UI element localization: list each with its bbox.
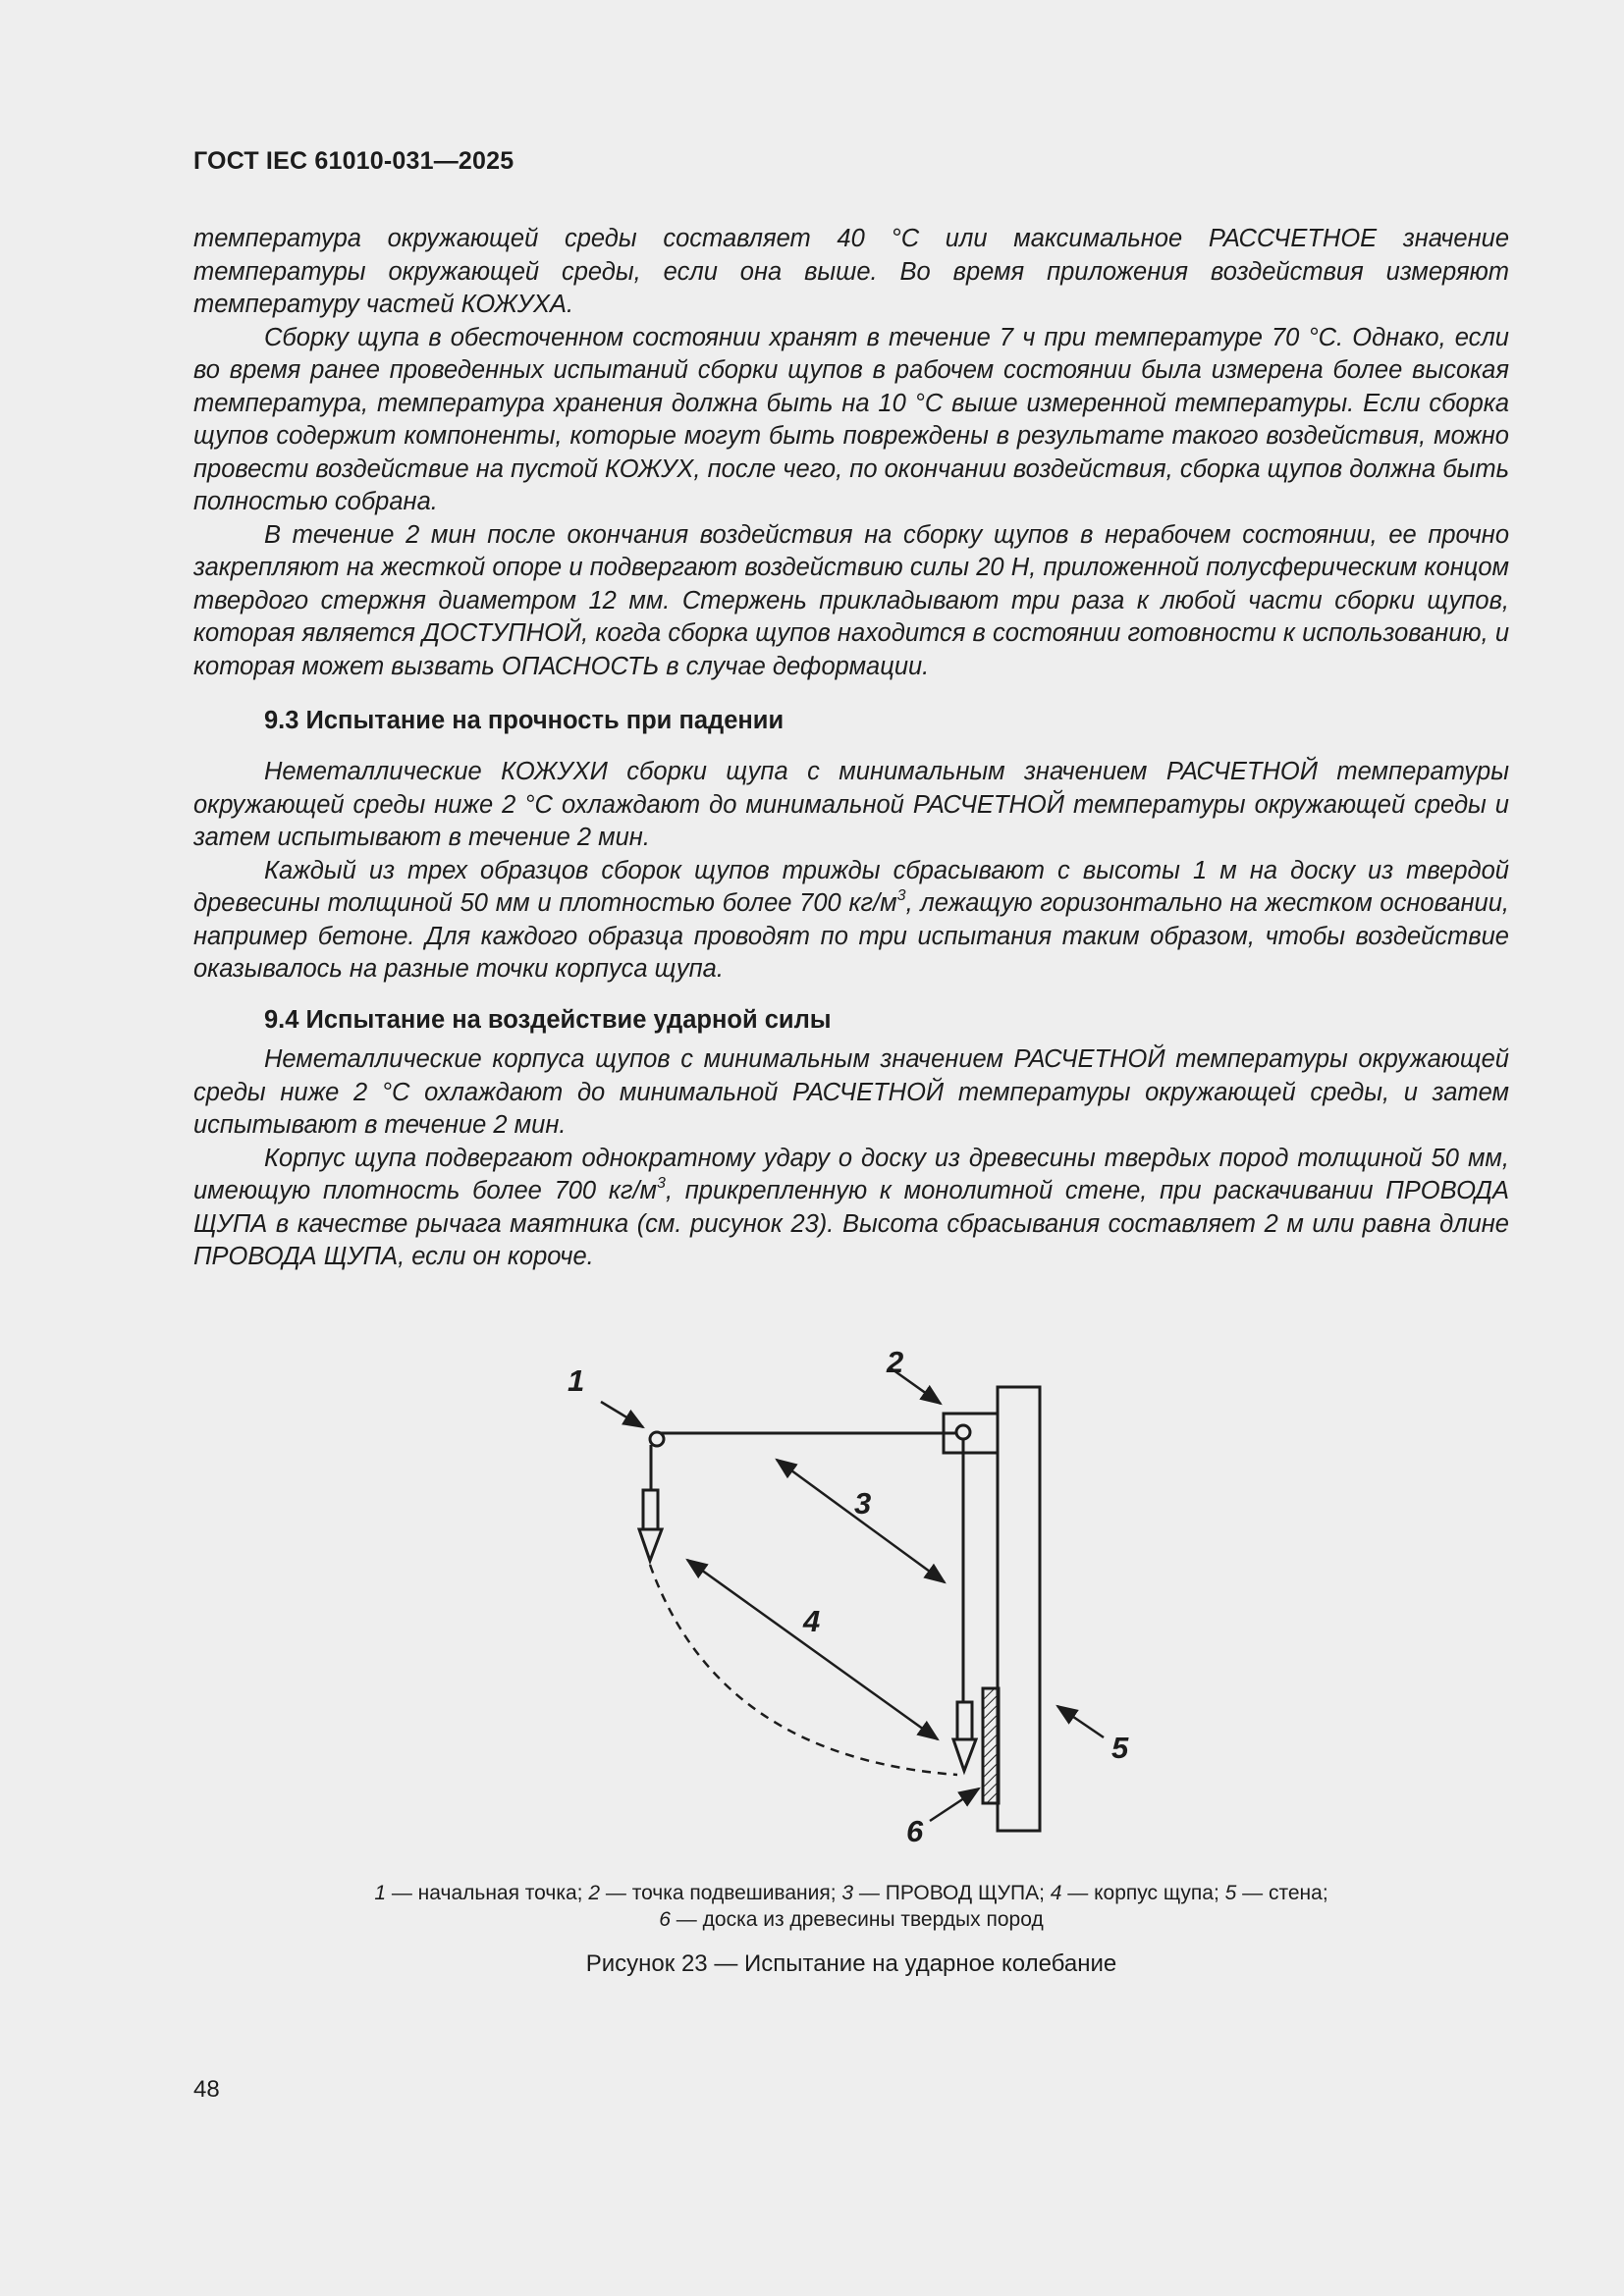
swing-path [650,1565,957,1775]
section-heading-9-3: 9.3 Испытание на прочность при падении [264,707,785,734]
probe-body-start [643,1490,658,1529]
page-number: 48 [193,2076,220,2103]
section-9-3-body [193,756,1509,987]
legend-num: 5 [1224,1882,1237,1904]
text-run: , прикрепленную к монолитной стене, при раскачивании ПРОВОДА ЩУПА в качестве рычага маятника (см. рисунок 23). Высота сбрасывания составляет 2 м или равна длине ПРОВОДА ЩУПА, если он короче. [193,1177,1509,1270]
leader-1 [601,1402,643,1427]
figure-23 [550,1340,1129,1850]
superscript: 3 [657,1175,666,1192]
legend-text: — стена; [1236,1882,1328,1904]
legend-line-2 [193,1906,1509,1933]
section-9-4-body [193,1043,1509,1274]
legend-num: 4 [1050,1882,1062,1904]
dimension-4 [687,1560,938,1739]
section-heading-9-4: 9.4 Испытание на воздействие ударной силы [264,1006,832,1034]
leader-5 [1057,1706,1104,1737]
probe-body-impact [957,1702,972,1739]
label-6: 6 [906,1814,924,1848]
label-3: 3 [854,1486,872,1521]
paragraph: Неметаллические КОЖУХИ сборки щупа с минимальным значением РАСЧЕТНОЙ температуры окружающей среды ниже 2 °C охлаждают до минимальной РАСЧЕТНОЙ температуры окружающей среды и затем испытывают в течение 2 мин. [193,758,1509,851]
figure-caption: Рисунок 23 — Испытание на ударное колебание [585,1950,1117,1977]
section-9-2-continuation [193,223,1509,683]
hardwood-board [983,1688,999,1803]
paragraph [193,855,1509,987]
label-1: 1 [568,1363,585,1398]
probe-tip-start [639,1529,662,1561]
legend-num: 6 [659,1908,671,1931]
legend-line-1 [193,1880,1509,1906]
legend-text: — ПРОВОД ЩУПА; [853,1882,1051,1904]
wall [998,1387,1040,1831]
legend-num: 1 [374,1882,387,1904]
figure-legend [193,1880,1509,1933]
paragraph: Сборку щупа в обесточенном состоянии хранят в течение 7 ч при температуре 70 °C. Однако, если во время ранее проведенных испытаний сборки щупов в рабочем состоянии была измерена более высокая температура, температура хранения должна быть на 10 °C выше измеренной температуры. Если сборка щупов содержит компоненты, которые могут быть повреждены в результате такого воздействия, можно провести воздействие на пустой КОЖУХ, после чего, по окончании воздействия, сборка щупов должна быть полностью собрана. [193,323,1509,515]
label-2: 2 [887,1345,904,1379]
suspension-point [956,1425,970,1439]
legend-text: — доска из древесины твердых пород [670,1908,1044,1931]
text-run: Корпус щупа подвергают однократному удару о доску из древесины твердых пород толщиной 50 мм, имеющую плотность более 700 кг/м [193,1144,1509,1204]
paragraph: В течение 2 мин после окончания воздействия на сборку щупов в нерабочем состоянии, ее прочно закрепляют на жесткой опоре и подвергают воздействию силы 20 Н, приложенной полусферическим концом твердого стержня диаметром 12 мм. Стержень прикладывают три раза к любой части сборки щупов, которая является ДОСТУПНОЙ, когда сборка щупов находится в состоянии готовности к использованию, и которая может вызвать ОПАСНОСТЬ в случае деформации. [193,520,1509,680]
label-5: 5 [1111,1731,1129,1765]
dimension-3 [777,1460,945,1582]
legend-text: — корпус щупа; [1061,1882,1225,1904]
legend-num: 2 [588,1882,601,1904]
paragraph: температура окружающей среды составляет 40 °C или максимальное РАССЧЕТНОЕ значение температуры окружающей среды, если она выше. Во время приложения воздействия измеряют температуру частей КОЖУХА. [193,225,1509,318]
document-header: ГОСТ IEC 61010-031—2025 [193,147,514,175]
label-4: 4 [803,1604,821,1638]
paragraph [193,1143,1509,1274]
superscript: 3 [896,887,906,904]
text-run: , лежащую горизонтально на жестком основании, например бетоне. Для каждого образца проводят по три испытания таким образом, чтобы воздействие оказывалось на разные точки корпуса щупа. [193,889,1509,983]
start-point [650,1432,664,1446]
legend-text: — точка подвешивания; [600,1882,842,1904]
leader-6 [930,1789,979,1821]
probe-tip-impact [953,1739,976,1771]
paragraph: Неметаллические корпуса щупов с минимальным значением РАСЧЕТНОЙ температуры окружающей среды ниже 2 °C охлаждают до минимальной РАСЧЕТНОЙ температуры окружающей среды, и затем испытывают в течение 2 мин. [193,1045,1509,1139]
pendulum-diagram [550,1340,1129,1850]
legend-text: — начальная точка; [386,1882,589,1904]
text-run: Каждый из трех образцов сборок щупов трижды сбрасывают с высоты 1 м на доску из твердой древесины толщиной 50 мм и плотностью более 700 кг/м [193,856,1509,917]
legend-num: 3 [841,1882,854,1904]
